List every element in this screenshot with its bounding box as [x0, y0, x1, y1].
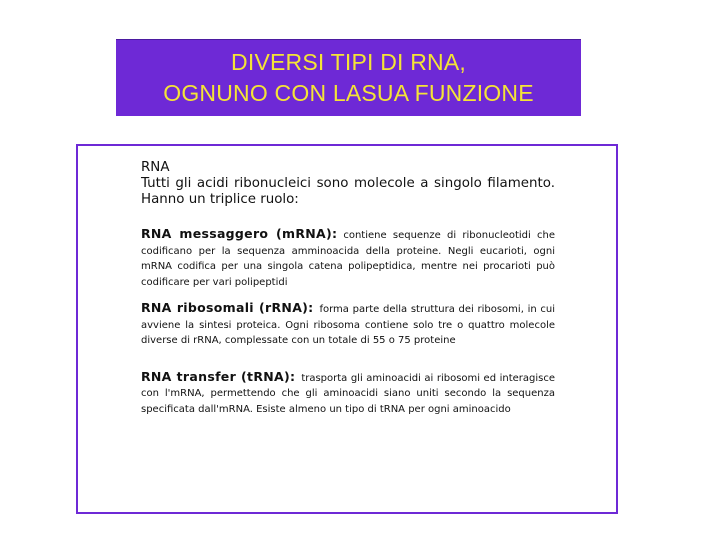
content-frame [76, 144, 618, 514]
section-rrna [141, 300, 555, 349]
content-intro: Tutti gli acidi ribonucleici sono molecole a singolo filamento. Hanno un triplice ruolo: [141, 176, 555, 207]
section-mrna [141, 226, 555, 290]
slide-title-line-2: OGNUNO CON LASUA FUNZIONE [163, 80, 534, 106]
slide-title-line-1: DIVERSI TIPI DI RNA, [231, 49, 466, 75]
section-rrna-text: forma parte della struttura dei ribosomi, in cui avviene la sintesi proteica. Ogni ribosoma contiene solo tre o quattro molecole diverse di rRNA, complessate con un totale di 55 o 75 proteine [141, 304, 555, 346]
section-trna-label: RNA transfer (tRNA): [141, 368, 296, 384]
slide-title-banner [116, 39, 581, 116]
section-trna-text: trasporta gli aminoacidi ai ribosomi ed interagisce con l'mRNA, permettendo che gli aminoacidi siano uniti secondo la sequenza specificata dall'mRNA. Esiste almeno un tipo di tRNA per ogni aminoacido [141, 372, 555, 415]
section-rrna-label: RNA ribosomali (rRNA): [141, 300, 314, 315]
section-mrna-label: RNA messaggero (mRNA): [141, 226, 338, 241]
section-mrna-text: contiene sequenze di ribonucleotidi che codificano per la sequenza amminoacida della proteine. Negli eucarioti, ogni mRNA codifica per una singola catena polipeptidica, mentre nei procarioti può codificare per vari polipeptidi [141, 230, 556, 288]
content-heading: RNA [141, 160, 170, 175]
content-text-block [141, 160, 555, 417]
section-trna [141, 369, 555, 418]
